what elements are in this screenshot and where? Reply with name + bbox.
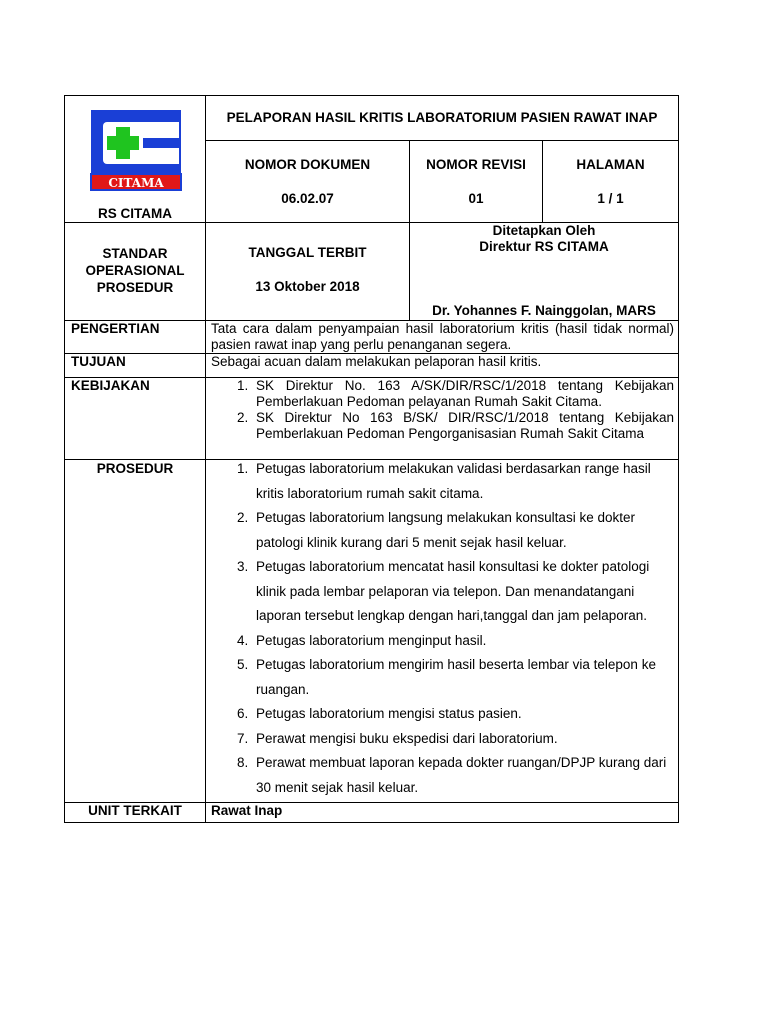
unit-terkait-label: UNIT TERKAIT [65,803,206,823]
kebijakan-item: 1. SK Direktur No. 163 A/SK/DIR/RSC/1/2018 tentang Kebijakan Pemberlakuan Pedoman pelayanan Rumah Sakit Citama. [252,378,674,410]
prosedur-label [65,460,206,803]
doc-number-cell [206,141,410,223]
revision-cell [410,141,543,223]
page-label: HALAMAN [576,157,645,172]
doc-number-label: NOMOR DOKUMEN [244,157,371,172]
sop-document [64,95,678,823]
sop-label-line3: PROSEDUR [96,280,174,295]
doc-number-value: 06.02.07 [281,191,334,206]
logo-text: CITAMA [108,176,164,190]
logo-cell [65,96,206,223]
pengertian-text: Tata cara dalam penyampaian hasil laboratorium kritis (hasil tidak normal) pasien rawat inap yang perlu penanganan segera. [206,321,679,354]
tujuan-label: TUJUAN [65,354,206,378]
prosedur-item: 7. Perawat mengisi buku ekspedisi dari laboratorium. [252,727,668,752]
approved-by-line1: Ditetapkan Oleh [492,223,596,238]
page-value: 1 / 1 [597,191,624,206]
document-title: PELAPORAN HASIL KRITIS LABORATORIUM PASIEN RAWAT INAP [206,96,679,141]
prosedur-item: 5. Petugas laboratorium mengirim hasil beserta lembar via telepon ke ruangan. [252,653,668,702]
kebijakan-list [206,378,678,442]
kebijakan-content [206,378,679,460]
pengertian-label: PENGERTIAN [65,321,206,354]
kebijakan-label: KEBIJAKAN [65,378,206,460]
sop-label-line2: OPERASIONAL [85,263,185,278]
revision-value: 01 [468,191,484,206]
issue-date-label: TANGGAL TERBIT [248,245,367,260]
sop-label-cell [65,223,206,321]
revision-label: NOMOR REVISI [426,157,526,172]
prosedur-label-text: PROSEDUR [96,461,174,476]
sop-label-line1: STANDAR [102,246,168,261]
approved-by-line2: Direktur RS CITAMA [479,239,609,254]
tujuan-text: Sebagai acuan dalam melakukan pelaporan hasil kritis. [206,354,679,378]
director-name: Dr. Yohannes F. Nainggolan, MARS [432,303,656,318]
hospital-logo [89,108,183,192]
issue-date-value: 13 Oktober 2018 [255,279,360,294]
page-cell [543,141,679,223]
prosedur-item: 3. Petugas laboratorium mencatat hasil konsultasi ke dokter patologi klinik pada lembar pelaporan via telepon. Dan menandatangani laporan tersebut lengkap dengan hari,tanggal dan jam pelaporan. [252,555,668,629]
sop-table [64,95,679,823]
prosedur-item: 2. Petugas laboratorium langsung melakukan konsultasi ke dokter patologi klinik kurang dari 5 menit sejak hasil keluar. [252,506,668,555]
prosedur-item: 4. Petugas laboratorium menginput hasil. [252,629,668,654]
kebijakan-item: 2. SK Direktur No 163 B/SK/ DIR/RSC/1/2018 tentang Kebijakan Pemberlakuan Pedoman Pengorganisasian Rumah Sakit Citama [252,410,674,442]
prosedur-content [206,460,679,803]
approval-cell [410,223,679,321]
hospital-name: RS CITAMA [98,206,172,221]
unit-terkait-text: Rawat Inap [206,803,679,823]
prosedur-item: 1. Petugas laboratorium melakukan validasi berdasarkan range hasil kritis laboratorium rumah sakit citama. [252,457,668,506]
prosedur-list [206,457,678,800]
prosedur-item: 6. Petugas laboratorium mengisi status pasien. [252,702,668,727]
issue-date-cell [206,223,410,321]
prosedur-item: 8. Perawat membuat laporan kepada dokter ruangan/DPJP kurang dari 30 menit sejak hasil keluar. [252,751,668,800]
